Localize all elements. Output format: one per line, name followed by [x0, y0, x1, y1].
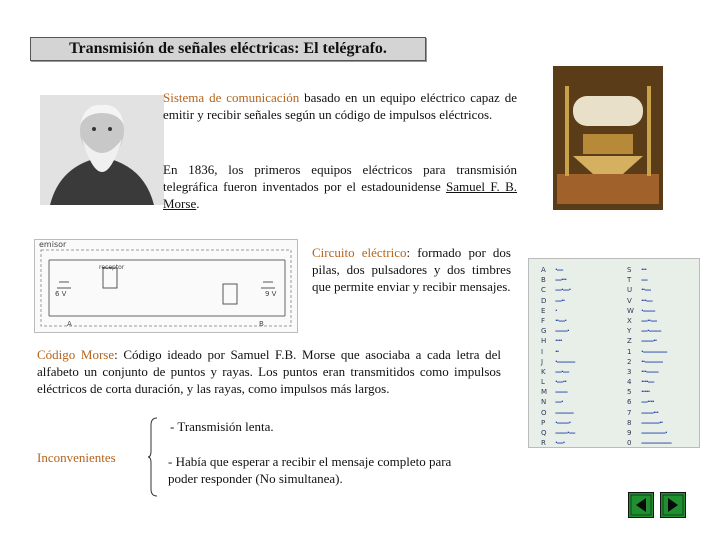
morse-code: — [641, 276, 647, 285]
morse-row [541, 387, 575, 397]
morse-letter: 7 [627, 408, 632, 417]
morse-code: ———·· [641, 418, 663, 427]
morse-code: ···— [641, 296, 652, 305]
morse-code: —·— [555, 367, 569, 376]
morse-letter: M [541, 388, 548, 397]
circuit-rest: : formado por dos pilas, dos pulsadores y dos timbres que permite enviar y recibir mensajes. [312, 245, 511, 294]
morse-row [627, 397, 671, 407]
morse-column-letters-a-r [541, 265, 575, 448]
drawback-item-2: - Había que esperar a recibir el mensaje completo para poder responder (No simultanea). [168, 454, 452, 486]
morse-row [627, 306, 671, 316]
circuit-text [312, 244, 511, 295]
morse-code: —— [555, 388, 567, 397]
morse-row [541, 428, 575, 438]
morse-row [627, 285, 671, 295]
morse-row [541, 285, 575, 295]
morse-letter: G [541, 327, 547, 336]
morse-row [541, 357, 575, 367]
morse-row [541, 408, 575, 418]
morse-row [627, 438, 671, 448]
morse-code: ···· [555, 337, 562, 346]
morse-code: ·—— [641, 306, 655, 315]
morse-row [541, 275, 575, 285]
morse-code: ····· [641, 388, 650, 397]
morse-row [627, 296, 671, 306]
morse-code: ·—·· [555, 378, 566, 387]
morse-letter: K [541, 367, 546, 376]
morse-highlight: Código Morse [37, 347, 115, 362]
morse-row [541, 336, 575, 346]
morse-letter: 6 [627, 398, 632, 407]
morse-letter: V [627, 296, 632, 305]
telegraph-device-photo [553, 66, 663, 210]
morse-row [627, 316, 671, 326]
next-slide-button[interactable] [660, 492, 686, 518]
page-title: Transmisión de señales eléctricas: El telégrafo. [30, 37, 426, 61]
morse-row [627, 336, 671, 346]
morse-code: ··—· [555, 316, 566, 325]
morse-code: —··— [641, 316, 657, 325]
morse-row [627, 347, 671, 357]
morse-code: —·· [555, 296, 565, 305]
morse-column-s-0 [627, 265, 671, 448]
morse-row [627, 408, 671, 418]
morse-row [627, 275, 671, 285]
circuit-highlight: Circuito eléctrico [312, 245, 407, 260]
morse-letter: S [627, 266, 632, 274]
history-end: . [196, 196, 200, 211]
morse-letter: Y [627, 327, 632, 336]
morse-letter: H [541, 337, 547, 346]
morse-row [541, 397, 575, 407]
morse-letter: 1 [627, 347, 632, 356]
morse-letter: 2 [627, 357, 632, 366]
morse-row [627, 418, 671, 428]
morse-link[interactable]: Samuel F. B. Morse [163, 179, 518, 211]
triangle-left-icon [629, 493, 653, 517]
morse-code: ——— [555, 408, 573, 417]
morse-letter: 0 [627, 439, 632, 448]
morse-code: ···—— [641, 367, 658, 376]
morse-letter: W [627, 306, 634, 315]
morse-code: ·— [555, 266, 563, 274]
morse-letter: L [541, 378, 545, 387]
morse-letter: X [627, 316, 632, 325]
morse-code-table [528, 258, 700, 448]
morse-code: ·———— [641, 347, 667, 356]
intro-highlight: Sistema de comunicación [163, 90, 300, 105]
morse-code: ——·· [641, 337, 657, 346]
morse-row [541, 306, 575, 316]
previous-slide-button[interactable] [628, 492, 654, 518]
morse-letter: Z [627, 337, 632, 346]
brace-icon [148, 417, 158, 497]
morse-code: ··— [641, 286, 651, 295]
morse-letter: D [541, 296, 547, 305]
intro-rest: basado en un equipo eléctrico capaz de emitir y recibir señales según un código de impulsos eléctricos. [163, 90, 517, 122]
morse-letter: N [541, 398, 547, 407]
morse-row [541, 326, 575, 336]
morse-code: ————— [641, 439, 671, 448]
morse-row [541, 377, 575, 387]
morse-letter: P [541, 418, 546, 427]
morse-letter: 4 [627, 378, 632, 387]
morse-letter: 3 [627, 367, 632, 376]
intro-text [163, 89, 517, 123]
morse-letter: F [541, 316, 546, 325]
morse-letter: T [627, 276, 632, 285]
morse-code: ——·— [555, 429, 575, 437]
morse-code: · [555, 306, 557, 315]
circuit-label-v2: 9 V [265, 290, 277, 298]
morse-code: —·—— [641, 327, 661, 336]
morse-row [627, 357, 671, 367]
morse-row [627, 377, 671, 387]
morse-letter: B [541, 276, 546, 285]
morse-portrait [40, 95, 164, 205]
morse-letter: E [541, 306, 546, 315]
circuit-diagram [34, 239, 298, 333]
circuit-label-v1: 6 V [55, 290, 67, 298]
morse-row [541, 265, 575, 275]
morse-row [541, 438, 575, 448]
morse-code: —· [555, 398, 563, 407]
morse-letter: 8 [627, 418, 632, 427]
morse-code: ····— [641, 378, 654, 387]
drawback-item-1: - Transmisión lenta. [170, 419, 274, 434]
circuit-label-a: A [67, 320, 72, 328]
morse-letter: 9 [627, 429, 632, 437]
morse-row [541, 347, 575, 357]
morse-letter: U [627, 286, 633, 295]
morse-code: ·· [555, 347, 559, 356]
morse-code: —·—· [555, 286, 571, 295]
morse-rest: : Código ideado por Samuel F.B. Morse que asociaba a cada letra del alfabeto un conjunto de puntos y rayas. Los puntos eran transmitidos como impulsos eléctricos de corta duración, y las rayas, como impulsos más largos. [37, 347, 502, 396]
morse-row [541, 418, 575, 428]
drawbacks-label: Inconvenientes [37, 450, 116, 465]
morse-code: ——· [555, 327, 569, 336]
circuit-label-b: B [259, 320, 264, 328]
morse-letter: O [541, 408, 547, 417]
morse-row [541, 367, 575, 377]
history-body: En 1836, los primeros equipos eléctricos para transmisión telegráfica fueron inventados por el estadounidense [163, 162, 517, 194]
morse-code: —··· [555, 276, 566, 285]
morse-code: —···· [641, 398, 654, 407]
morse-letter: Q [541, 429, 547, 437]
morse-code: ·——— [555, 357, 575, 366]
morse-row [627, 387, 671, 397]
morse-letter: I [541, 347, 544, 356]
circuit-label-receptor: receptor [99, 264, 125, 271]
triangle-right-icon [661, 493, 685, 517]
morse-row [627, 428, 671, 438]
morse-letter: A [541, 266, 546, 274]
morse-code: ·—· [555, 439, 565, 448]
morse-code: ··· [641, 266, 646, 274]
morse-row [541, 296, 575, 306]
morse-code: ·——· [555, 418, 571, 427]
morse-row [627, 326, 671, 336]
history-text [163, 161, 517, 212]
morse-letter: C [541, 286, 546, 295]
morse-code: ··——— [641, 357, 663, 366]
morse-text [37, 346, 501, 397]
morse-letter: J [541, 357, 544, 366]
morse-row [541, 316, 575, 326]
morse-code: ——··· [641, 408, 658, 417]
morse-row [627, 265, 671, 275]
morse-letter: 5 [627, 388, 632, 397]
morse-code: ————· [641, 429, 667, 437]
morse-letter: R [541, 439, 546, 448]
circuit-label-emisor: emisor [39, 240, 67, 249]
morse-row [627, 367, 671, 377]
